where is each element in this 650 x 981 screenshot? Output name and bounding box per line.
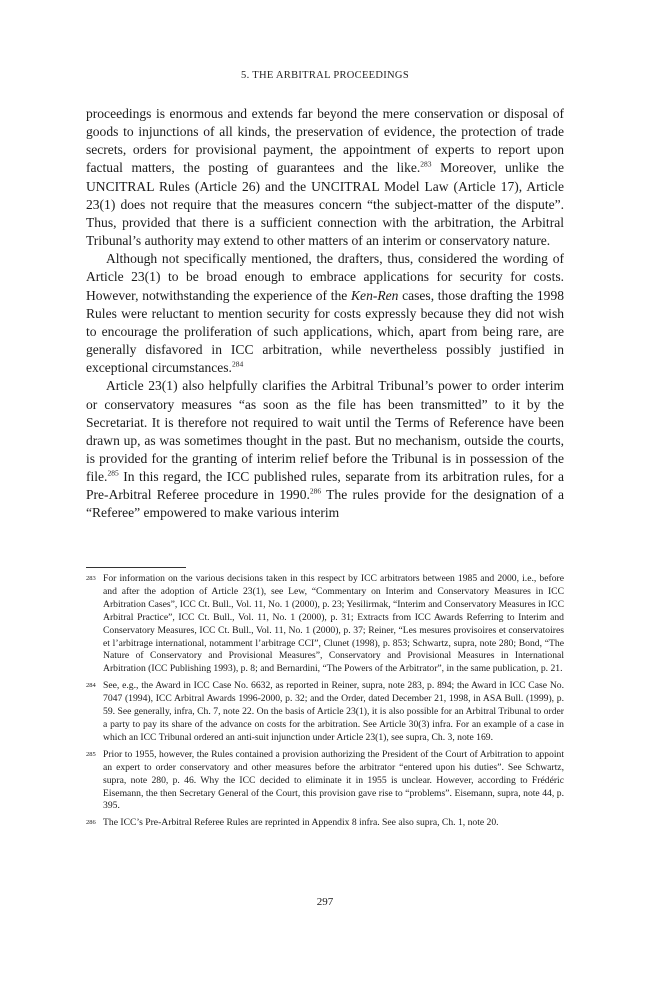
footnote-text: See, e.g., the Award in ICC Case No. 6632, as reported in Reiner, supra, note 283, p. 894; the Award in ICC Case No. 7047 (1994), ICC Arbitral Awards 1996-2000, p. 32; and the Order, dated December 21, 1998, in ASA Bull. (1999), p. 59. See generally, infra, Ch. 7, note 22. On the basis of Article 23(1), it is also possible for an Arbitral Tribunal to order a party to pay its share of the advance on costs for the arbitration. See Article 30(3) infra. For an example of a case in which an ICC Tribunal ordered an anti-suit injunction under Article 23(1), see supra, Ch. 3, note 169. <box>103 680 564 743</box>
footnote-number: 286 <box>86 819 96 827</box>
footnote-separator <box>86 567 186 568</box>
paragraph-text: Moreover, unlike the UNCITRAL Rules (Article 26) and the UNCITRAL Model Law (Article 17), Article 23(1) does not require that the measures concern “the subject-matter of the dispute”. Thus, provided that there is a sufficient connection with the arbitration, the Arbitral Tribunal’s authority may extend to other matters of an interim or conservatory nature. <box>86 160 564 249</box>
footnote-text: Prior to 1955, however, the Rules contained a provision authorizing the President of the Court of Arbitration to appoint an expert to order conservatory and other measures before the arbitrator “entered upon his duties”. See Schwartz, supra, note 280, p. 46. Why the ICC decided to eliminate it in 1955 is unclear. However, according to Frédéric Eisemann, the then Secretary General of the Court, this provision gave rise to “problems”. Eisemann, supra, note 44, p. 395. <box>103 748 564 812</box>
footnote-number: 283 <box>86 575 96 582</box>
footnote <box>86 749 564 814</box>
body-text <box>86 105 564 523</box>
page-number: 297 <box>316 896 334 908</box>
footnote <box>86 680 564 745</box>
paragraph-2 <box>86 250 564 377</box>
footnote-text: For information on the various decisions taken in this respect by ICC arbitrators between 1985 and 2000, i.e., before and after the adoption of Article 23(1), see Lew, “Commentary on Interim and Conservatory Measures in ICC Arbitration Cases”, ICC Ct. Bull., Vol. 11, No. 1 (2000), p. 23; Yesilirmak, “Interim and Conservatory Measures in ICC Arbitral Practice”, ICC Ct. Bull., Vol. 11, No. 1 (2000), p. 31; Extracts from ICC Awards Referring to Interim and Conservatory Measures, ICC Ct. Bull., Vol. 11, No. 1 (2000), p. 37; Reiner, “Les mesures provisoires et conservatoires et l’arbitrage international, notamment l’arbitrage CCI”, Clunet (1998), p. 853; Schwartz, supra, note 280; Bond, “The Nature of Conservatory and Provisional Measures”, Conservatory and Provisional Measures in International Arbitration (ICC Publishing 1993), p. 8; and Bernardini, “The Powers of the Arbitrator”, in the same publication, p. 21. <box>103 573 564 675</box>
footnote-ref[interactable]: 286 <box>309 486 322 496</box>
footnote <box>86 817 564 830</box>
running-head: 5. THE ARBITRAL PROCEEDINGS <box>241 70 409 81</box>
footnote <box>86 573 564 676</box>
footnote-text: The ICC’s Pre-Arbitral Referee Rules are reprinted in Appendix 8 infra. See also supra, Ch. 1, note 20. <box>103 817 499 829</box>
paragraph-1 <box>86 105 564 250</box>
footnote-number: 284 <box>86 682 96 690</box>
case-name: Ken-Ren <box>351 287 399 303</box>
paragraph-text: cases, those drafting the 1998 Rules were reluctant to mention security for costs expressly because they did not wish to encourage the proliferation of such applications, which, apart from being rare, are generally disfavored in ICC arbitration, while nevertheless possibly justified in exceptional circumstances. <box>86 287 564 376</box>
footnote-ref[interactable]: 283 <box>420 159 432 169</box>
paragraph-text: proceedings is enormous and extends far beyond the mere conservation or disposal of goods to injunctions of all kinds, the preservation of evidence, the protection of trade secrets, orders for provisional payment, the appointment of experts to report upon factual matters, the posting of guarantees and the like. <box>86 106 564 176</box>
paragraph-text: Although not specifically mentioned, the drafters, thus, considered the wording of Article 23(1) to be broad enough to embrace applications for security for costs. However, notwithstanding the experience of the <box>86 251 564 303</box>
footnote-number: 285 <box>86 750 96 758</box>
footnote-ref[interactable]: 285 <box>107 468 119 478</box>
footnote-ref[interactable]: 284 <box>231 359 244 369</box>
paragraph-text: In this regard, the ICC published rules, separate from its arbitration rules, for a Pre-Arbitral Referee procedure in 1990. <box>86 469 564 503</box>
footnotes <box>86 573 564 834</box>
paragraph-3 <box>86 377 564 522</box>
paragraph-text: Article 23(1) also helpfully clarifies the Arbitral Tribunal’s power to order interim or conservatory measures “as soon as the file has been transmitted” to it by the Secretariat. It is therefore not required to wait until the Terms of Reference have been drawn up, as was sometimes thought in the past. But no mechanism, outside the courts, is provided for the granting of interim relief before the Tribunal is in possession of the file. <box>86 378 564 485</box>
paragraph-text: The rules provide for the designation of a “Referee” empowered to make various interim <box>86 487 564 521</box>
